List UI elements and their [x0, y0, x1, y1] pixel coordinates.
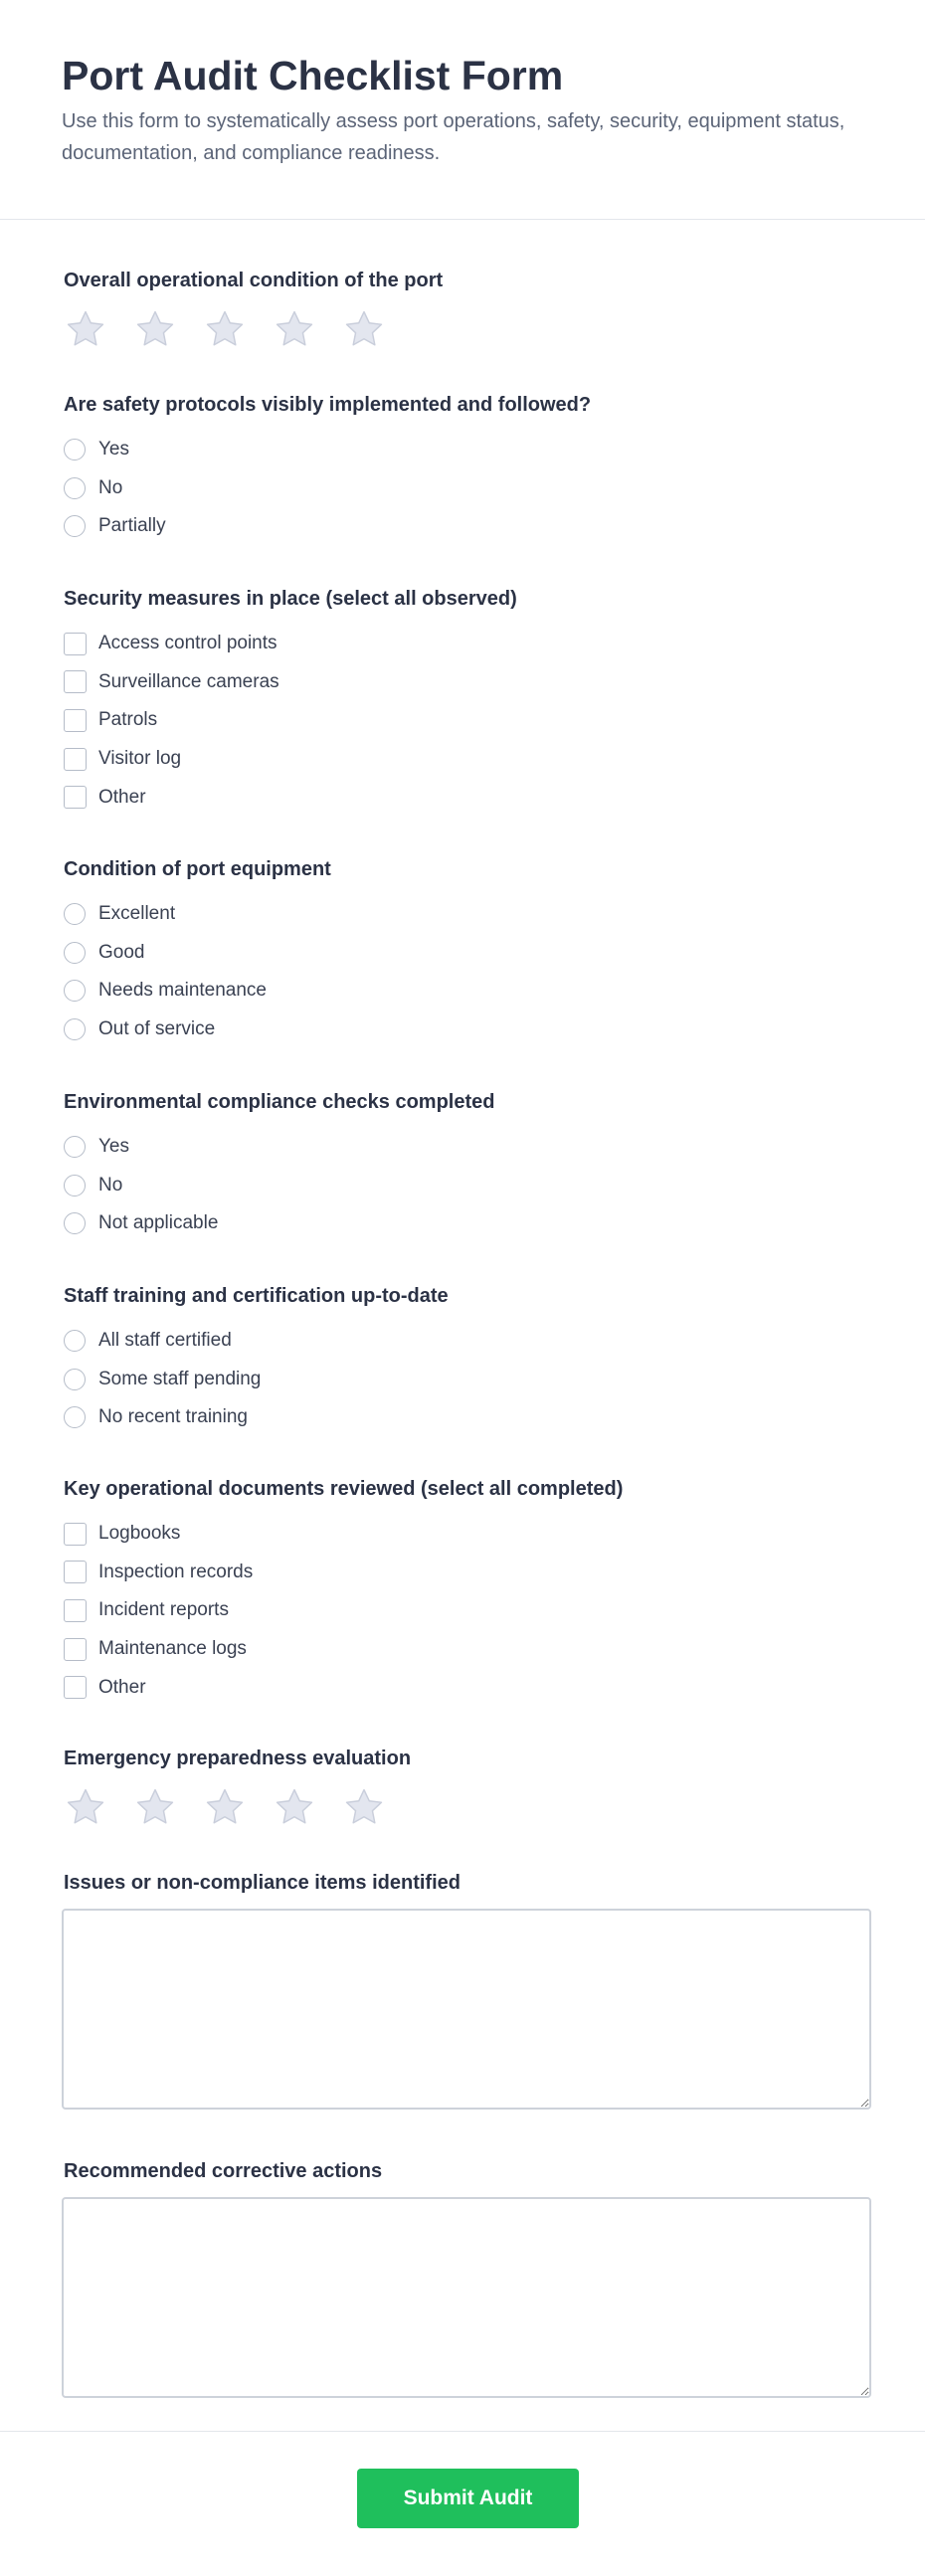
checkbox[interactable] [64, 1638, 87, 1661]
radio-option-yes[interactable] [64, 431, 591, 469]
checkbox[interactable] [64, 1599, 87, 1622]
radio-button[interactable] [64, 1330, 86, 1352]
radio-option-some-pending[interactable] [64, 1361, 449, 1399]
checkbox-option-access-control[interactable] [64, 625, 517, 663]
radio-button[interactable] [64, 439, 86, 460]
checkbox-option-inspection-records[interactable] [64, 1554, 623, 1592]
star-icon[interactable] [342, 1785, 386, 1829]
radio-button[interactable] [64, 515, 86, 537]
radio-button[interactable] [64, 1175, 86, 1196]
star-icon[interactable] [273, 1785, 316, 1829]
radio-button[interactable] [64, 1406, 86, 1428]
form-footer [0, 2431, 925, 2576]
checkbox[interactable] [64, 633, 87, 655]
checkbox[interactable] [64, 1523, 87, 1546]
option-label: Partially [98, 515, 166, 537]
option-label: No [98, 476, 123, 498]
radio-option-good[interactable] [64, 934, 331, 973]
radio-option-no-recent-training[interactable] [64, 1398, 449, 1437]
option-label: No recent training [98, 1406, 248, 1428]
question-label: Emergency preparedness evaluation [64, 1748, 412, 1769]
star-icon[interactable] [64, 307, 107, 351]
star-icon[interactable] [203, 1785, 247, 1829]
question-label: Staff training and certification up-to-date [64, 1285, 449, 1307]
option-label: Not applicable [98, 1212, 219, 1234]
radio-option-not-applicable[interactable] [64, 1204, 494, 1243]
question-label: Security measures in place (select all observed) [64, 588, 517, 610]
star-icon[interactable] [203, 307, 247, 351]
page-title: Port Audit Checklist Form [62, 53, 564, 98]
option-label: No [98, 1174, 123, 1196]
radio-option-all-certified[interactable] [64, 1322, 449, 1361]
option-label: Incident reports [98, 1599, 229, 1621]
star-icon[interactable] [133, 1785, 177, 1829]
radio-option-no[interactable] [64, 469, 591, 508]
checkbox-option-maintenance-logs[interactable] [64, 1630, 623, 1669]
checkbox-option-surveillance[interactable] [64, 663, 517, 702]
checkbox-option-incident-reports[interactable] [64, 1591, 623, 1630]
radio-button[interactable] [64, 903, 86, 925]
star-icon[interactable] [64, 1785, 107, 1829]
question-documents-reviewed [64, 1475, 623, 1707]
option-label: Surveillance cameras [98, 670, 279, 692]
star-rating-emergency-preparedness[interactable] [64, 1784, 411, 1830]
question-label: Issues or non-compliance items identified [64, 1872, 461, 1894]
question-label: Recommended corrective actions [64, 2160, 383, 2182]
checkbox-option-visitor-log[interactable] [64, 740, 517, 779]
option-label: Logbooks [98, 1523, 181, 1545]
option-label: Some staff pending [98, 1368, 262, 1389]
question-staff-training [64, 1282, 449, 1437]
question-label: Environmental compliance checks completed [64, 1091, 495, 1113]
checkbox-option-patrols[interactable] [64, 701, 517, 740]
radio-button[interactable] [64, 1136, 86, 1158]
radio-button[interactable] [64, 1369, 86, 1390]
option-label: Out of service [98, 1018, 216, 1040]
submit-audit-button[interactable]: Submit Audit [357, 2469, 579, 2528]
checkbox-option-other[interactable] [64, 1668, 623, 1707]
option-label: Other [98, 1676, 146, 1698]
corrective-actions-textarea[interactable] [62, 2197, 871, 2398]
radio-option-out-of-service[interactable] [64, 1011, 331, 1049]
checkbox[interactable] [64, 670, 87, 693]
radio-option-partially[interactable] [64, 507, 591, 546]
page-subtitle: Use this form to systematically assess port operations, safety, security, equipment status, documentation, and compliance readiness. [62, 110, 845, 164]
option-label: Patrols [98, 709, 158, 731]
radio-option-excellent[interactable] [64, 895, 331, 934]
question-issues [64, 1869, 871, 2110]
option-label: Inspection records [98, 1561, 254, 1582]
option-label: Excellent [98, 903, 176, 925]
question-label: Condition of port equipment [64, 858, 331, 880]
radio-button[interactable] [64, 942, 86, 964]
checkbox[interactable] [64, 709, 87, 732]
checkbox-option-logbooks[interactable] [64, 1515, 623, 1554]
option-label: Needs maintenance [98, 980, 267, 1002]
question-security-measures [64, 585, 517, 817]
checkbox[interactable] [64, 786, 87, 809]
option-label: Other [98, 786, 146, 808]
question-overall-condition [64, 267, 443, 352]
radio-button[interactable] [64, 1018, 86, 1040]
radio-option-no[interactable] [64, 1167, 494, 1205]
question-emergency-preparedness [64, 1745, 411, 1830]
checkbox-option-other[interactable] [64, 778, 517, 817]
form-header [0, 0, 925, 220]
option-label: Yes [98, 1136, 129, 1158]
star-icon[interactable] [133, 307, 177, 351]
question-label: Are safety protocols visibly implemented and followed? [64, 394, 592, 416]
star-icon[interactable] [342, 307, 386, 351]
option-label: Maintenance logs [98, 1638, 247, 1660]
radio-option-yes[interactable] [64, 1128, 494, 1167]
option-label: Yes [98, 439, 129, 460]
star-icon[interactable] [273, 307, 316, 351]
radio-button[interactable] [64, 980, 86, 1002]
option-label: Visitor log [98, 748, 182, 770]
checkbox[interactable] [64, 1561, 87, 1583]
question-safety-protocols [64, 391, 591, 546]
star-rating-overall-condition[interactable] [64, 306, 443, 352]
radio-button[interactable] [64, 1212, 86, 1234]
option-label: Good [98, 941, 145, 963]
option-label: Access control points [98, 633, 278, 654]
question-label: Overall operational condition of the port [64, 270, 444, 291]
question-equipment-condition [64, 855, 331, 1048]
question-environmental-compliance [64, 1088, 494, 1243]
checkbox[interactable] [64, 1676, 87, 1699]
radio-option-needs-maintenance[interactable] [64, 972, 331, 1011]
issues-textarea[interactable] [62, 1909, 871, 2110]
question-corrective-actions [64, 2157, 871, 2398]
option-label: All staff certified [98, 1330, 232, 1352]
radio-button[interactable] [64, 477, 86, 499]
question-label: Key operational documents reviewed (select all completed) [64, 1478, 624, 1500]
checkbox[interactable] [64, 748, 87, 771]
